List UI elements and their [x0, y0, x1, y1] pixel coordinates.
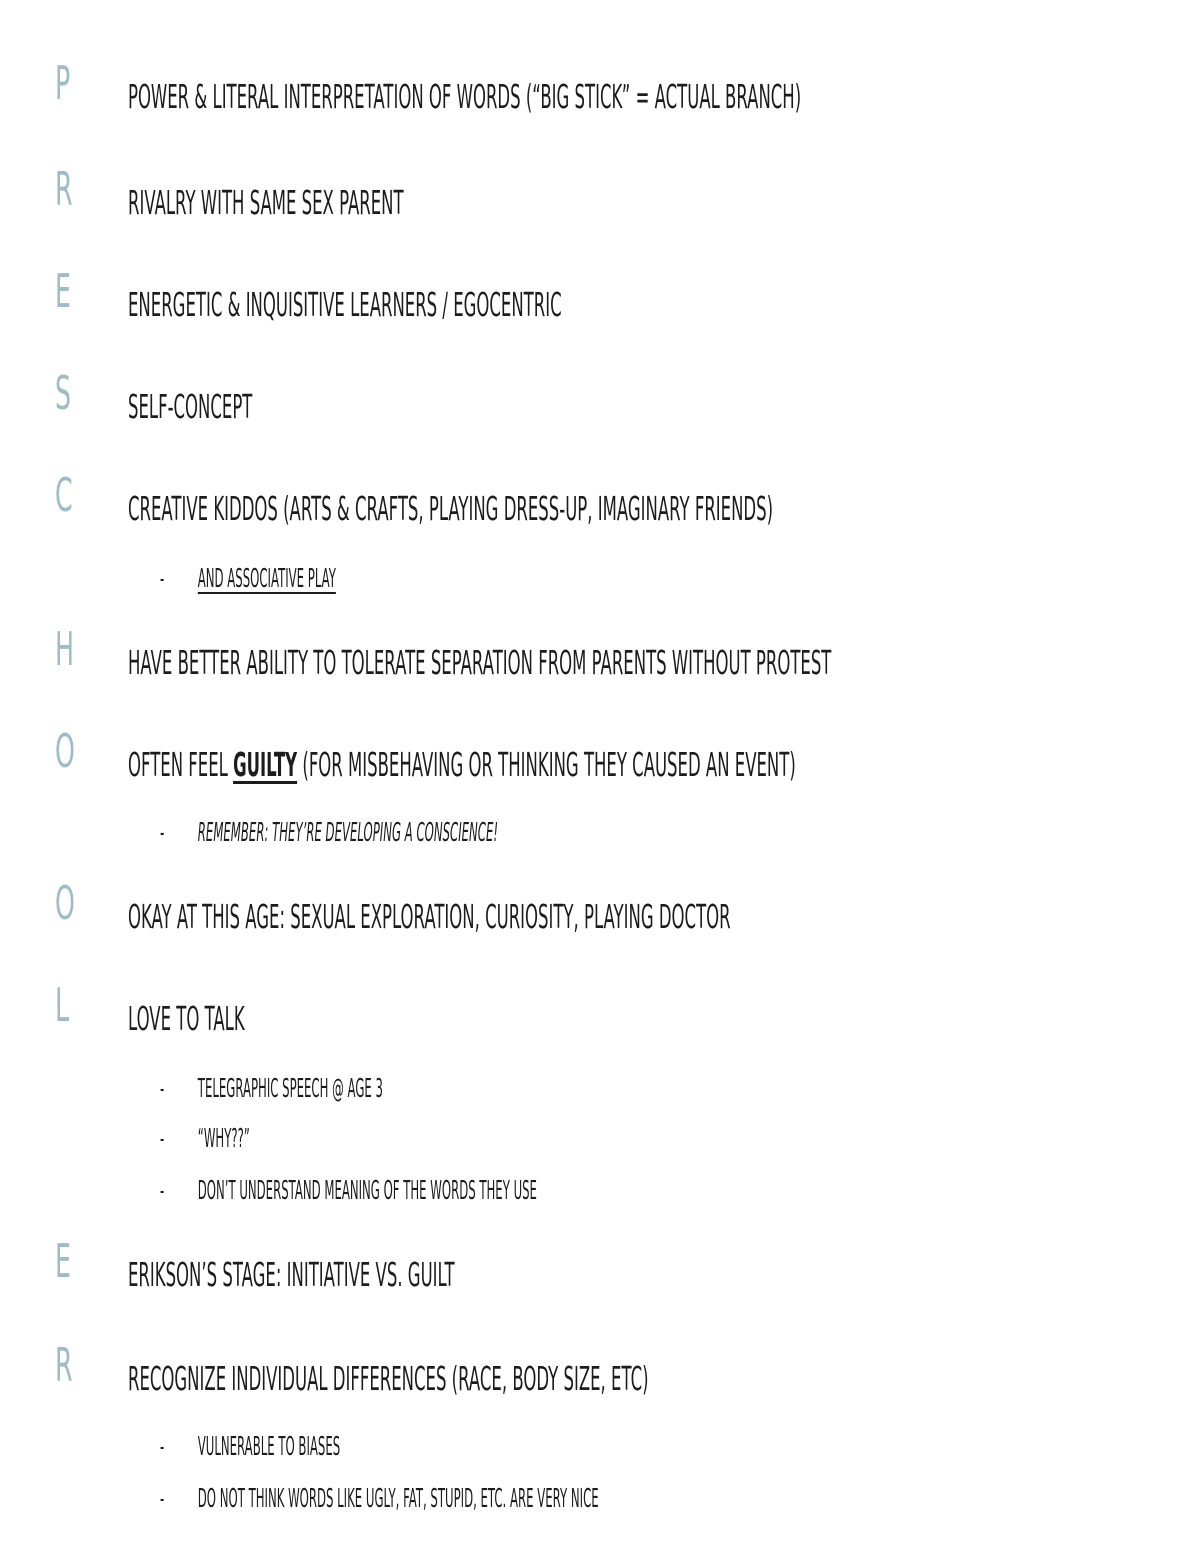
- acrostic-letter-h: H: [55, 622, 75, 676]
- acrostic-letter-c: C: [55, 468, 73, 522]
- sub-item-text: AND ASSOCIATIVE PLAY: [197, 564, 336, 594]
- row-power-text: POWER & LITERAL INTERPRETATION OF WORDS (“BIG STICK” = ACTUAL BRANCH): [128, 77, 802, 116]
- row-rivalry-text: RIVALRY WITH SAME SEX PARENT: [128, 183, 404, 222]
- sub-item-text: TELEGRAPHIC SPEECH @ AGE 3: [197, 1074, 383, 1104]
- sub-item: [160, 1434, 340, 1460]
- sub-item: [160, 1076, 383, 1102]
- row-text-part: (FOR MISBEHAVING OR THINKING THEY CAUSED AN EVENT): [297, 745, 796, 784]
- acrostic-letter-r: R: [55, 162, 73, 216]
- row-erikson-text: ERIKSON’S STAGE: INITIATIVE VS. GUILT: [128, 1255, 455, 1294]
- sub-item: [160, 820, 498, 846]
- sub-item: [160, 1126, 250, 1152]
- sub-item: [160, 1486, 599, 1512]
- sub-item-text: “WHY??”: [197, 1124, 250, 1154]
- row-self-concept-text: SELF-CONCEPT: [128, 387, 253, 426]
- bullet-dash: -: [160, 1176, 165, 1206]
- sub-item-text: DON’T UNDERSTAND MEANING OF THE WORDS THEY USE: [197, 1176, 537, 1206]
- sub-item-text: DO NOT THINK WORDS LIKE UGLY, FAT, STUPID, ETC. ARE VERY NICE: [197, 1484, 599, 1514]
- row-energetic-text: ENERGETIC & INQUISITIVE LEARNERS / EGOCENTRIC: [128, 285, 562, 324]
- acrostic-letter-r: R: [55, 1338, 73, 1392]
- row-text-part: OFTEN FEEL: [128, 745, 234, 784]
- acrostic-letter-l: L: [55, 978, 70, 1032]
- row-creative-text: CREATIVE KIDDOS (ARTS & CRAFTS, PLAYING DRESS-UP, IMAGINARY FRIENDS): [128, 489, 774, 528]
- bullet-dash: -: [160, 564, 165, 594]
- acrostic-letter-p: P: [55, 56, 71, 110]
- acrostic-letter-s: S: [55, 366, 72, 420]
- sub-item-text: REMEMBER: THEY’RE DEVELOPING A CONSCIENCE!: [197, 818, 499, 848]
- bullet-dash: -: [160, 1484, 165, 1514]
- acrostic-letter-e: E: [55, 264, 71, 318]
- sub-item: [160, 566, 336, 592]
- bullet-dash: -: [160, 1432, 165, 1462]
- emphasized-word: GUILTY: [233, 745, 298, 784]
- row-okay-text: OKAY AT THIS AGE: SEXUAL EXPLORATION, CURIOSITY, PLAYING DOCTOR: [128, 897, 731, 936]
- acrostic-letter-o: O: [55, 724, 75, 778]
- sub-item: [160, 1178, 537, 1204]
- bullet-dash: -: [160, 1124, 165, 1154]
- acrostic-letter-o: O: [55, 876, 75, 930]
- sub-item-text: VULNERABLE TO BIASES: [197, 1432, 341, 1462]
- row-talk-text: LOVE TO TALK: [128, 999, 245, 1038]
- row-separation-text: HAVE BETTER ABILITY TO TOLERATE SEPARATION FROM PARENTS WITHOUT PROTEST: [128, 643, 832, 682]
- bullet-dash: -: [160, 1074, 165, 1104]
- row-recognize-text: RECOGNIZE INDIVIDUAL DIFFERENCES (RACE, BODY SIZE, ETC): [128, 1359, 649, 1398]
- row-guilty-text: [128, 745, 796, 784]
- acrostic-letter-e: E: [55, 1234, 71, 1288]
- bullet-dash: -: [160, 818, 165, 848]
